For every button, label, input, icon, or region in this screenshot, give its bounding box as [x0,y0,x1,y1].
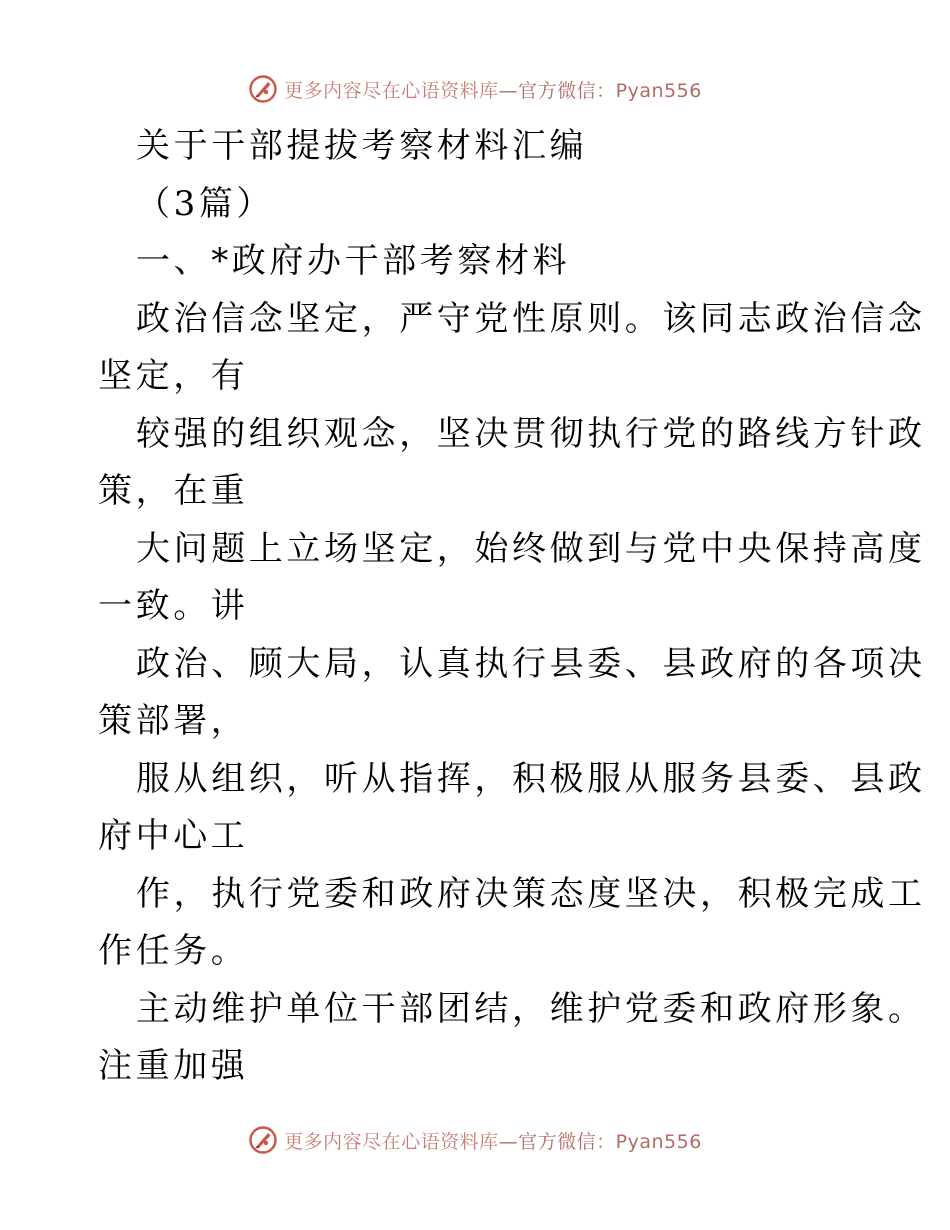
document-title: 关于干部提拔考察材料汇编 [136,126,588,166]
watermark-site-text: 更多内容尽在心语资料库 [284,1130,499,1153]
body-line: 较强的组织观念，坚决贯彻执行党的路线方针政 [136,413,926,454]
body-line: 策部署， [98,701,249,741]
body-line: 府中心工 [98,816,249,856]
quill-pen-logo-icon [248,1125,278,1155]
header-watermark [0,71,950,107]
watermark-wechat-text: —官方微信：Pyan556 [498,79,702,102]
body-line: 服从组织，听从指挥，积极服从服务县委、县政 [136,758,926,799]
footer-watermark [0,1122,950,1158]
body-line: 策，在重 [98,471,249,511]
section-heading: 一、*政府办干部考察材料 [136,241,571,281]
body-line: 一致。讲 [98,586,249,626]
body-line: 政治信念坚定，严守党性原则。该同志政治信念 [136,298,926,339]
body-line: 坚定，有 [98,356,249,396]
body-line: 主动维护单位干部团结，维护党委和政府形象。 [136,988,926,1029]
document-body [98,118,926,1096]
watermark-wechat-text: —官方微信：Pyan556 [498,1130,702,1153]
watermark-site-text: 更多内容尽在心语资料库 [284,79,499,102]
body-line: 作，执行党委和政府决策态度坚决，积极完成工 [136,873,926,914]
quill-pen-logo-icon [248,74,278,104]
body-line: 注重加强 [98,1046,249,1086]
document-subtitle: （3篇） [136,183,275,224]
body-line: 政治、顾大局，认真执行县委、县政府的各项决 [136,643,926,684]
body-line: 作任务。 [98,931,249,971]
body-line: 大问题上立场坚定，始终做到与党中央保持高度 [136,528,926,569]
